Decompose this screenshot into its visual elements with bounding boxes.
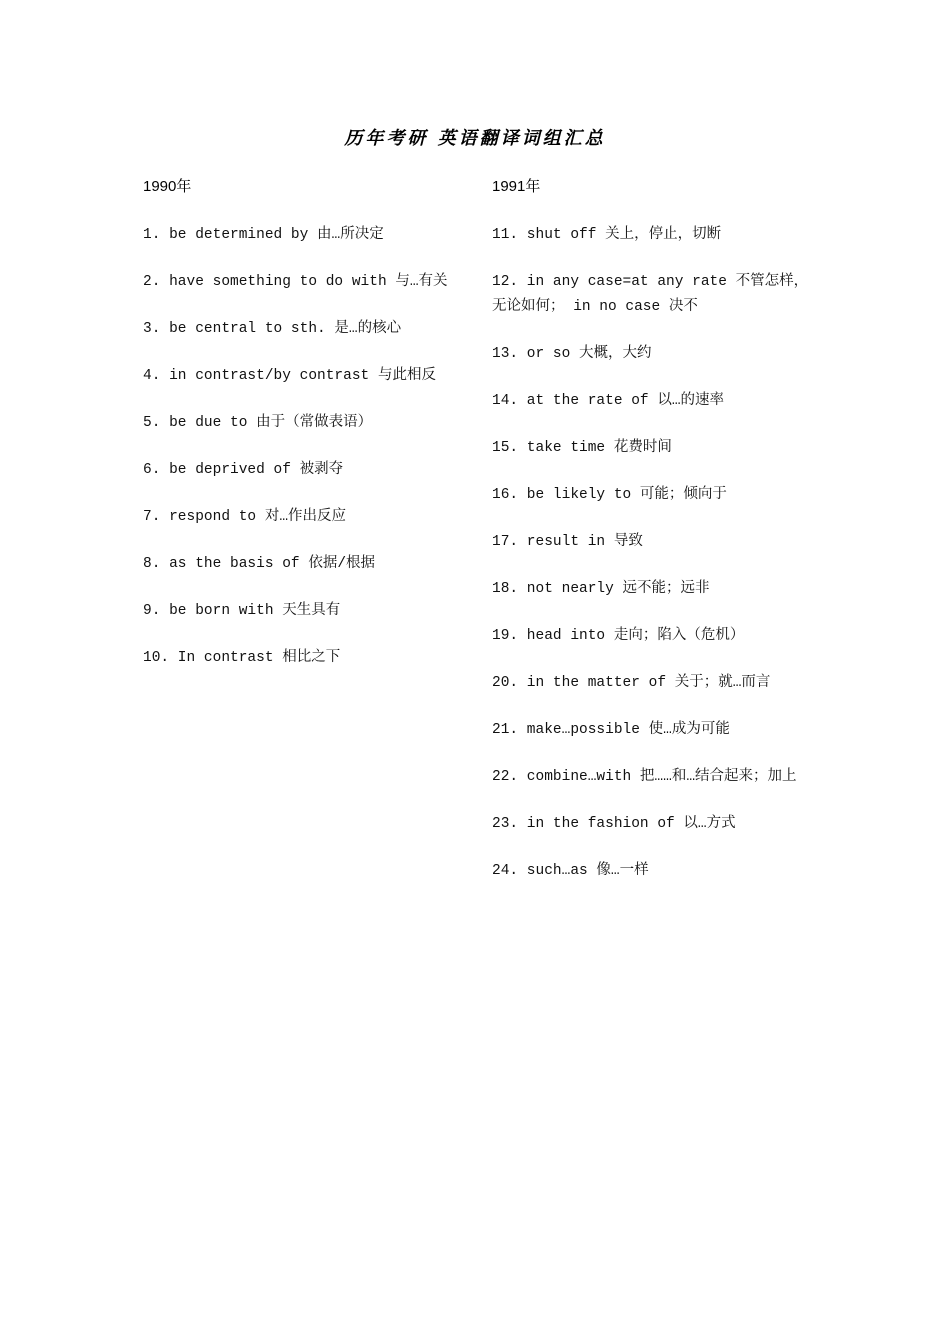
list-item: 19. head into 走向；陷入（危机） (492, 628, 745, 644)
list-item: 15. take time 花费时间 (492, 440, 672, 456)
list-item: 5. be due to 由于（常做表语） (143, 415, 373, 431)
list-item: 6. be deprived of 被剥夺 (143, 462, 344, 478)
list-item: 14. at the rate of 以…的速率 (492, 393, 725, 409)
list-item: 16. be likely to 可能；倾向于 (492, 487, 727, 503)
list-item: 13. or so 大概，大约 (492, 346, 652, 362)
list-item: 23. in the fashion of 以…方式 (492, 816, 736, 832)
list-item: 4. in contrast/by contrast 与此相反 (143, 368, 436, 384)
list-item: 20. in the matter of 关于；就…而言 (492, 675, 771, 691)
list-item: 9. be born with 天生具有 (143, 603, 341, 619)
list-item: 3. be central to sth. 是…的核心 (143, 321, 402, 337)
list-item: 24. such…as 像…一样 (492, 863, 649, 879)
list-item: 22. combine…with 把……和…结合起来；加上 (492, 769, 797, 785)
list-item: 12. in any case=at any rate 不管怎样，无论如何； in no case 决不 (492, 274, 809, 315)
list-item: 1. be determined by 由…所决定 (143, 227, 384, 243)
document-title: 历年考研 英语翻译词组汇总 (344, 128, 606, 149)
column-1990 (143, 176, 473, 693)
year-heading: 1991年 (492, 178, 541, 195)
phrase-list (143, 223, 473, 671)
column-1991 (492, 176, 812, 906)
list-item: 17. result in 导致 (492, 534, 643, 550)
phrase-list (492, 223, 812, 884)
list-item: 2. have something to do with 与…有关 (143, 274, 448, 290)
year-heading: 1990年 (143, 178, 192, 195)
list-item: 11. shut off 关上，停止，切断 (492, 227, 722, 243)
list-item: 8. as the basis of 依据/根据 (143, 556, 376, 572)
list-item: 10. In contrast 相比之下 (143, 650, 341, 666)
list-item: 7. respond to 对…作出反应 (143, 509, 347, 525)
list-item: 21. make…possible 使…成为可能 (492, 722, 730, 738)
list-item: 18. not nearly 远不能；远非 (492, 581, 710, 597)
